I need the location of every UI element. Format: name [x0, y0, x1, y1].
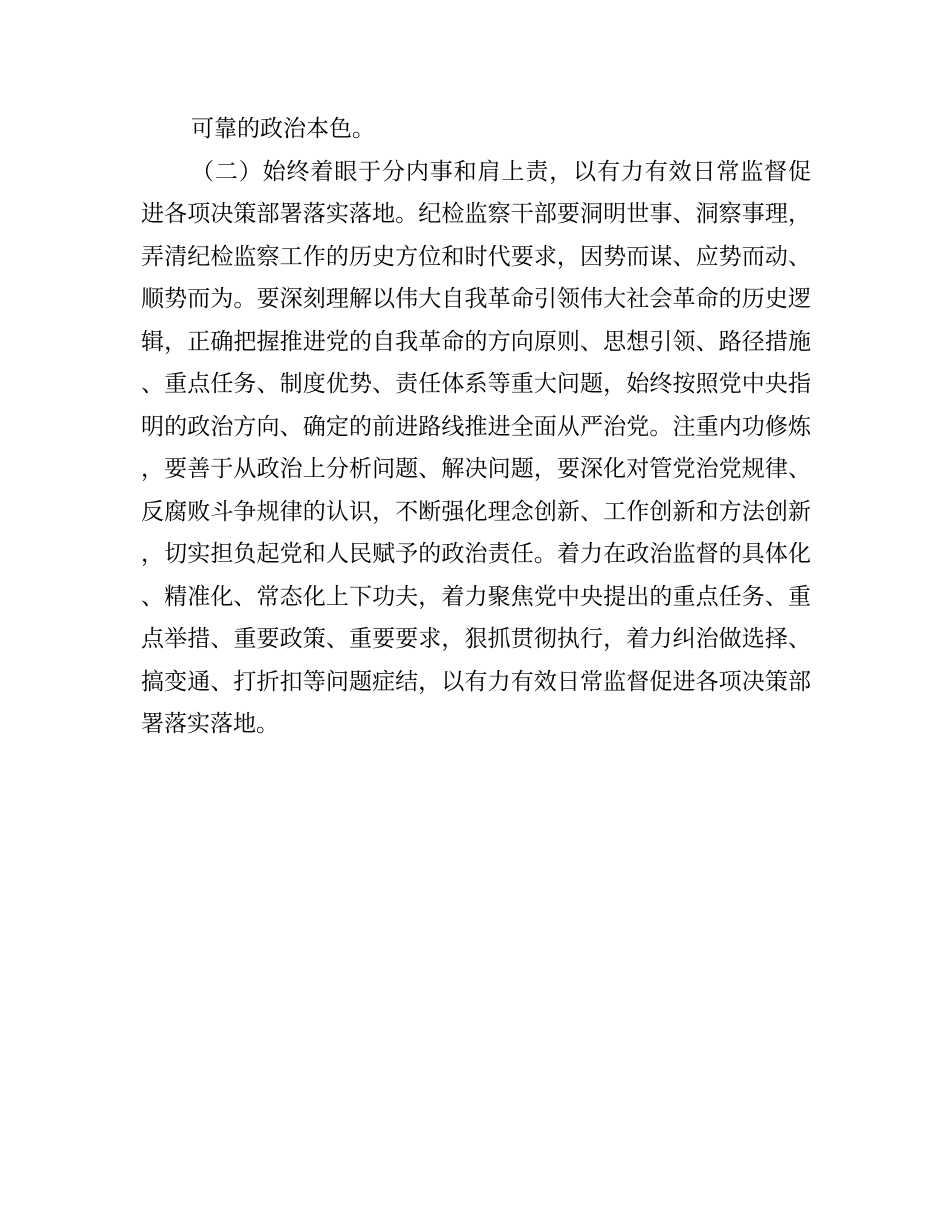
paragraph-section-two: （二）始终着眼于分内事和肩上责，以有力有效日常监督促进各项决策部署落实落地。纪检监察干部要洞明世事、洞察事理，弄清纪检监察工作的历史方位和时代要求，因势而谋、应势而动、顺势而为。要深刻理解以伟大自我革命引领伟大社会革命的历史逻辑，正确把握推进党的自我革命的方向原则、思想引领、路径措施、重点任务、制度优势、责任体系等重大问题，始终按照党中央指明的政治方向、确定的前进路线推进全面从严治党。注重内功修炼，要善于从政治上分析问题、解决问题，要深化对管党治党规律、反腐败斗争规律的认识，不断强化理念创新、工作创新和方法创新，切实担负起党和人民赋予的政治责任。着力在政治监督的具体化、精准化、常态化上下功夫，着力聚焦党中央提出的重点任务、重点举措、重要政策、重要要求，狠抓贯彻执行，着力纠治做选择、搞变通、打折扣等问题症结，以有力有效日常监督促进各项决策部署落实落地。	[141, 158, 811, 737]
paragraph-continuation: 可靠的政治本色。	[191, 116, 375, 142]
body-text	[141, 108, 811, 746]
